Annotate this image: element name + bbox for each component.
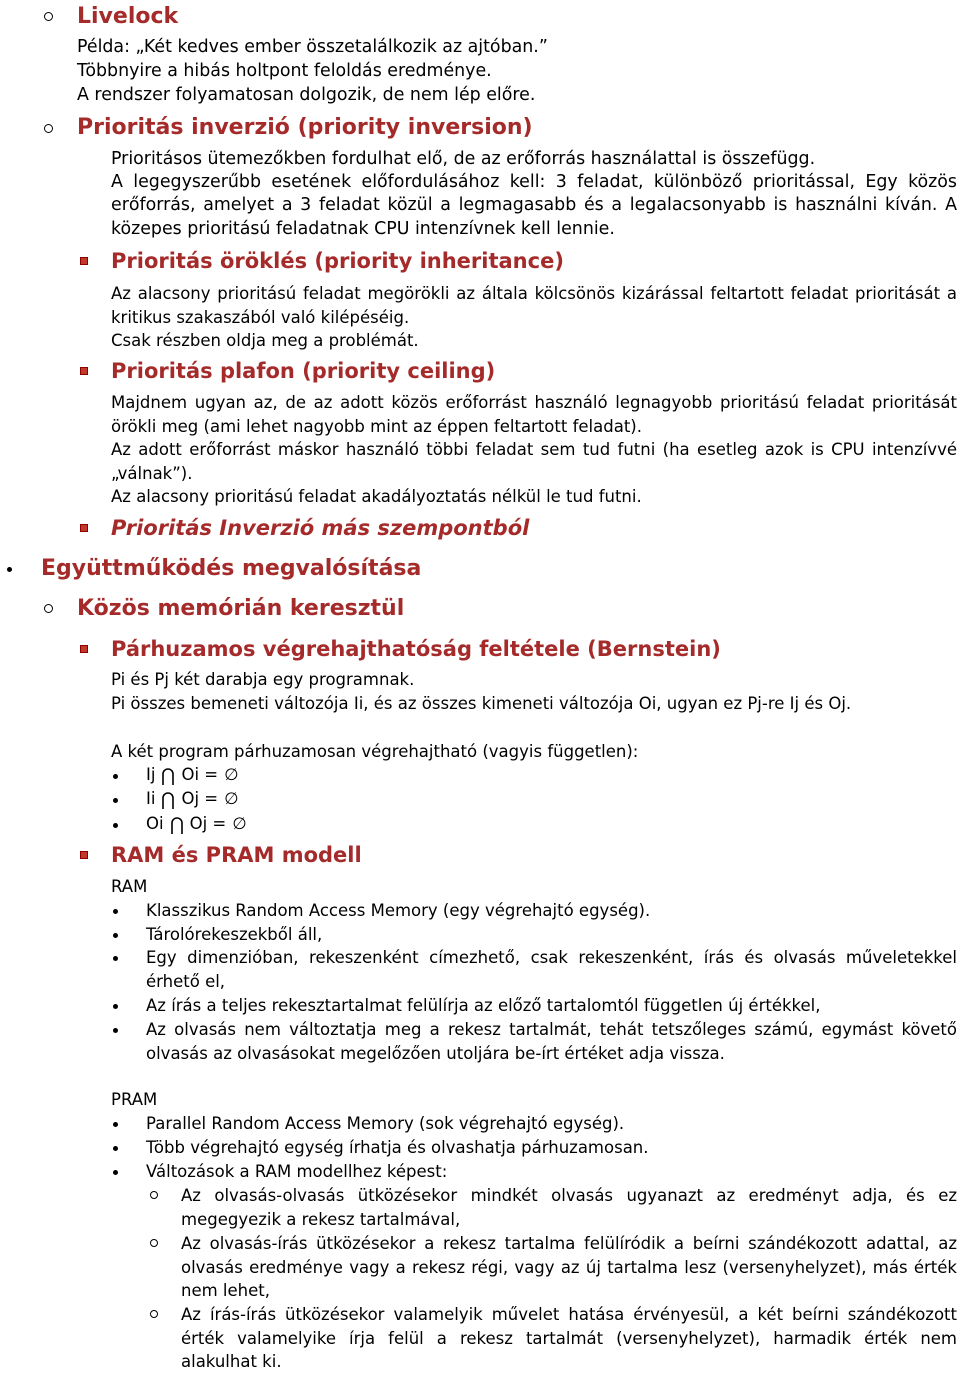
ram-item-1: Klasszikus Random Access Memory (egy végrehajtó egység). <box>146 901 651 920</box>
ram-label: RAM <box>111 877 148 896</box>
dot-bullet-icon <box>113 823 118 828</box>
condition-operand: Ij <box>146 765 156 784</box>
circle-bullet-icon <box>44 12 53 21</box>
intersection-icon <box>161 789 175 809</box>
condition-operand: Oj = <box>189 814 227 833</box>
heading-priority-inversion-other-view: Prioritás Inverzió más szempontból <box>111 516 530 540</box>
priority-inheritance-paragraph-2: Csak részben oldja meg a problémát. <box>111 331 419 350</box>
empty-set-symbol: ∅ <box>224 765 239 784</box>
ram-item-5: Az olvasás nem változtatja meg a rekesz tartalmát, tehát tetszőleges számú, egymást követő olvasás az olvasásokat megelőzően utoljára be-írt értéket adja vissza. <box>146 1020 957 1063</box>
dot-bullet-icon <box>113 1028 118 1033</box>
priority-inversion-paragraph-1: Prioritásos ütemezőkben fordulhat elő, de az erőforrás használattal is összefügg. <box>111 149 816 169</box>
dot-bullet-icon <box>113 1004 118 1009</box>
pram-label: PRAM <box>111 1090 158 1109</box>
circle-bullet-icon <box>150 1239 158 1247</box>
square-bullet-icon <box>80 367 88 375</box>
dot-bullet-icon <box>113 956 118 961</box>
dot-bullet-icon <box>113 774 118 779</box>
heading-priority-ceiling: Prioritás plafon (priority ceiling) <box>111 359 496 383</box>
circle-bullet-icon <box>44 604 53 613</box>
ram-item-4: Az írás a teljes rekesztartalmat felülírja az előző tartalomtól független új értékkel, <box>146 996 821 1015</box>
priority-ceiling-paragraph-1: Majdnem ugyan az, de az adott közös erőforrást használó legnagyobb prioritású feladat prioritását örökli meg (ami lehet nagyobb mint az éppen feltartott feladat). <box>111 393 957 436</box>
circle-bullet-icon <box>150 1310 158 1318</box>
pram-item-1: Parallel Random Access Memory (sok végrehajtó egység). <box>146 1114 625 1133</box>
dot-bullet-icon <box>7 567 12 572</box>
pram-sub-item-1: Az olvasás-olvasás ütközésekor mindkét olvasás ugyanazt az eredményt adja, és ez megegyezik a rekesz tartalmával, <box>181 1186 957 1229</box>
bernstein-paragraph-3: A két program párhuzamosan végrehajtható (vagyis független): <box>111 742 639 761</box>
heading-bernstein: Párhuzamos végrehajthatóság feltétele (Bernstein) <box>111 637 721 661</box>
priority-inversion-paragraph-2: A legegyszerűbb esetének előfordulásához kell: 3 feladat, különböző prioritással, Egy közös erőforrás, amelyet a 3 feladat közül a legmagasabb és a legalacsonyabb is használni kíván. A közepes prioritású feladatnak CPU intenzívnek kell lennie. <box>111 172 957 239</box>
ram-item-3: Egy dimenzióban, rekeszenként címezhető, csak rekeszenként, írás és olvasás műveletekkel érhető el, <box>146 948 957 991</box>
bernstein-condition-3 <box>146 812 247 836</box>
bernstein-condition-2 <box>146 787 238 811</box>
pram-item-2: Több végrehajtó egység írhatja és olvashatja párhuzamosan. <box>146 1138 649 1157</box>
livelock-line-2: Többnyire a hibás holtpont feloldás eredménye. <box>77 61 492 81</box>
dot-bullet-icon <box>113 1146 118 1151</box>
dot-bullet-icon <box>113 933 118 938</box>
livelock-line-1: Példa: „Két kedves ember összetalálkozik az ajtóban.” <box>77 37 548 57</box>
square-bullet-icon <box>80 645 88 653</box>
priority-inheritance-paragraph-1: Az alacsony prioritású feladat megörökli az általa kölcsönös kizárással feltartott feladat prioritását a kritikus szakaszából való kilépéséig. <box>111 284 957 327</box>
heading-cooperation: Együttműködés megvalósítása <box>41 556 422 581</box>
bernstein-paragraph-1: Pi és Pj két darabja egy programnak. <box>111 670 415 689</box>
condition-operand: Oi <box>146 814 164 833</box>
bernstein-paragraph-2: Pi összes bemeneti változója Ii, és az összes kimeneti változója Oi, ugyan ez Pj-re Ij és Oj. <box>111 694 852 713</box>
heading-shared-memory: Közös memórián keresztül <box>77 596 405 621</box>
pram-item-3: Változások a RAM modellhez képest: <box>146 1162 448 1181</box>
circle-bullet-icon <box>44 124 53 133</box>
condition-operand: Oj = <box>181 789 219 808</box>
empty-set-symbol: ∅ <box>232 814 247 833</box>
square-bullet-icon <box>80 257 88 265</box>
intersection-icon <box>161 765 175 785</box>
heading-priority-inheritance: Prioritás öröklés (priority inheritance) <box>111 249 564 273</box>
circle-bullet-icon <box>150 1191 158 1199</box>
condition-operand: Ii <box>146 789 156 808</box>
condition-operand: Oi = <box>181 765 219 784</box>
dot-bullet-icon <box>113 798 118 803</box>
heading-ram-pram: RAM és PRAM modell <box>111 843 362 867</box>
pram-sub-item-2: Az olvasás-írás ütközésekor a rekesz tartalma felülíródik a beírni szándékozott adattal, az olvasás eredménye vagy a rekesz régi, vagy az új tartalma lesz (versenyhelyzet), más érték nem lehet, <box>181 1234 957 1300</box>
priority-ceiling-paragraph-3: Az alacsony prioritású feladat akadályoztatás nélkül le tud futni. <box>111 487 642 506</box>
empty-set-symbol: ∅ <box>224 789 239 808</box>
dot-bullet-icon <box>113 1122 118 1127</box>
dot-bullet-icon <box>113 1170 118 1175</box>
intersection-icon <box>170 814 184 834</box>
priority-ceiling-paragraph-2: Az adott erőforrást máskor használó többi feladat sem tud futni (ha esetleg azok is CPU intenzívvé „válnak”). <box>111 440 957 483</box>
dot-bullet-icon <box>113 909 118 914</box>
pram-sub-item-3: Az írás-írás ütközésekor valamelyik művelet hatása érvényesül, a két beírni szándékozott érték valamelyike írja felül a rekesz tartalmát (versenyhelyzet), harmadik érték nem alakulhat ki. <box>181 1305 957 1371</box>
heading-livelock: Livelock <box>77 4 179 29</box>
square-bullet-icon <box>80 524 88 532</box>
ram-item-2: Tárolórekeszekből áll, <box>146 925 323 944</box>
livelock-line-3: A rendszer folyamatosan dolgozik, de nem lép előre. <box>77 85 536 105</box>
square-bullet-icon <box>80 851 88 859</box>
bernstein-condition-1 <box>146 763 238 787</box>
heading-priority-inversion: Prioritás inverzió (priority inversion) <box>77 115 533 140</box>
